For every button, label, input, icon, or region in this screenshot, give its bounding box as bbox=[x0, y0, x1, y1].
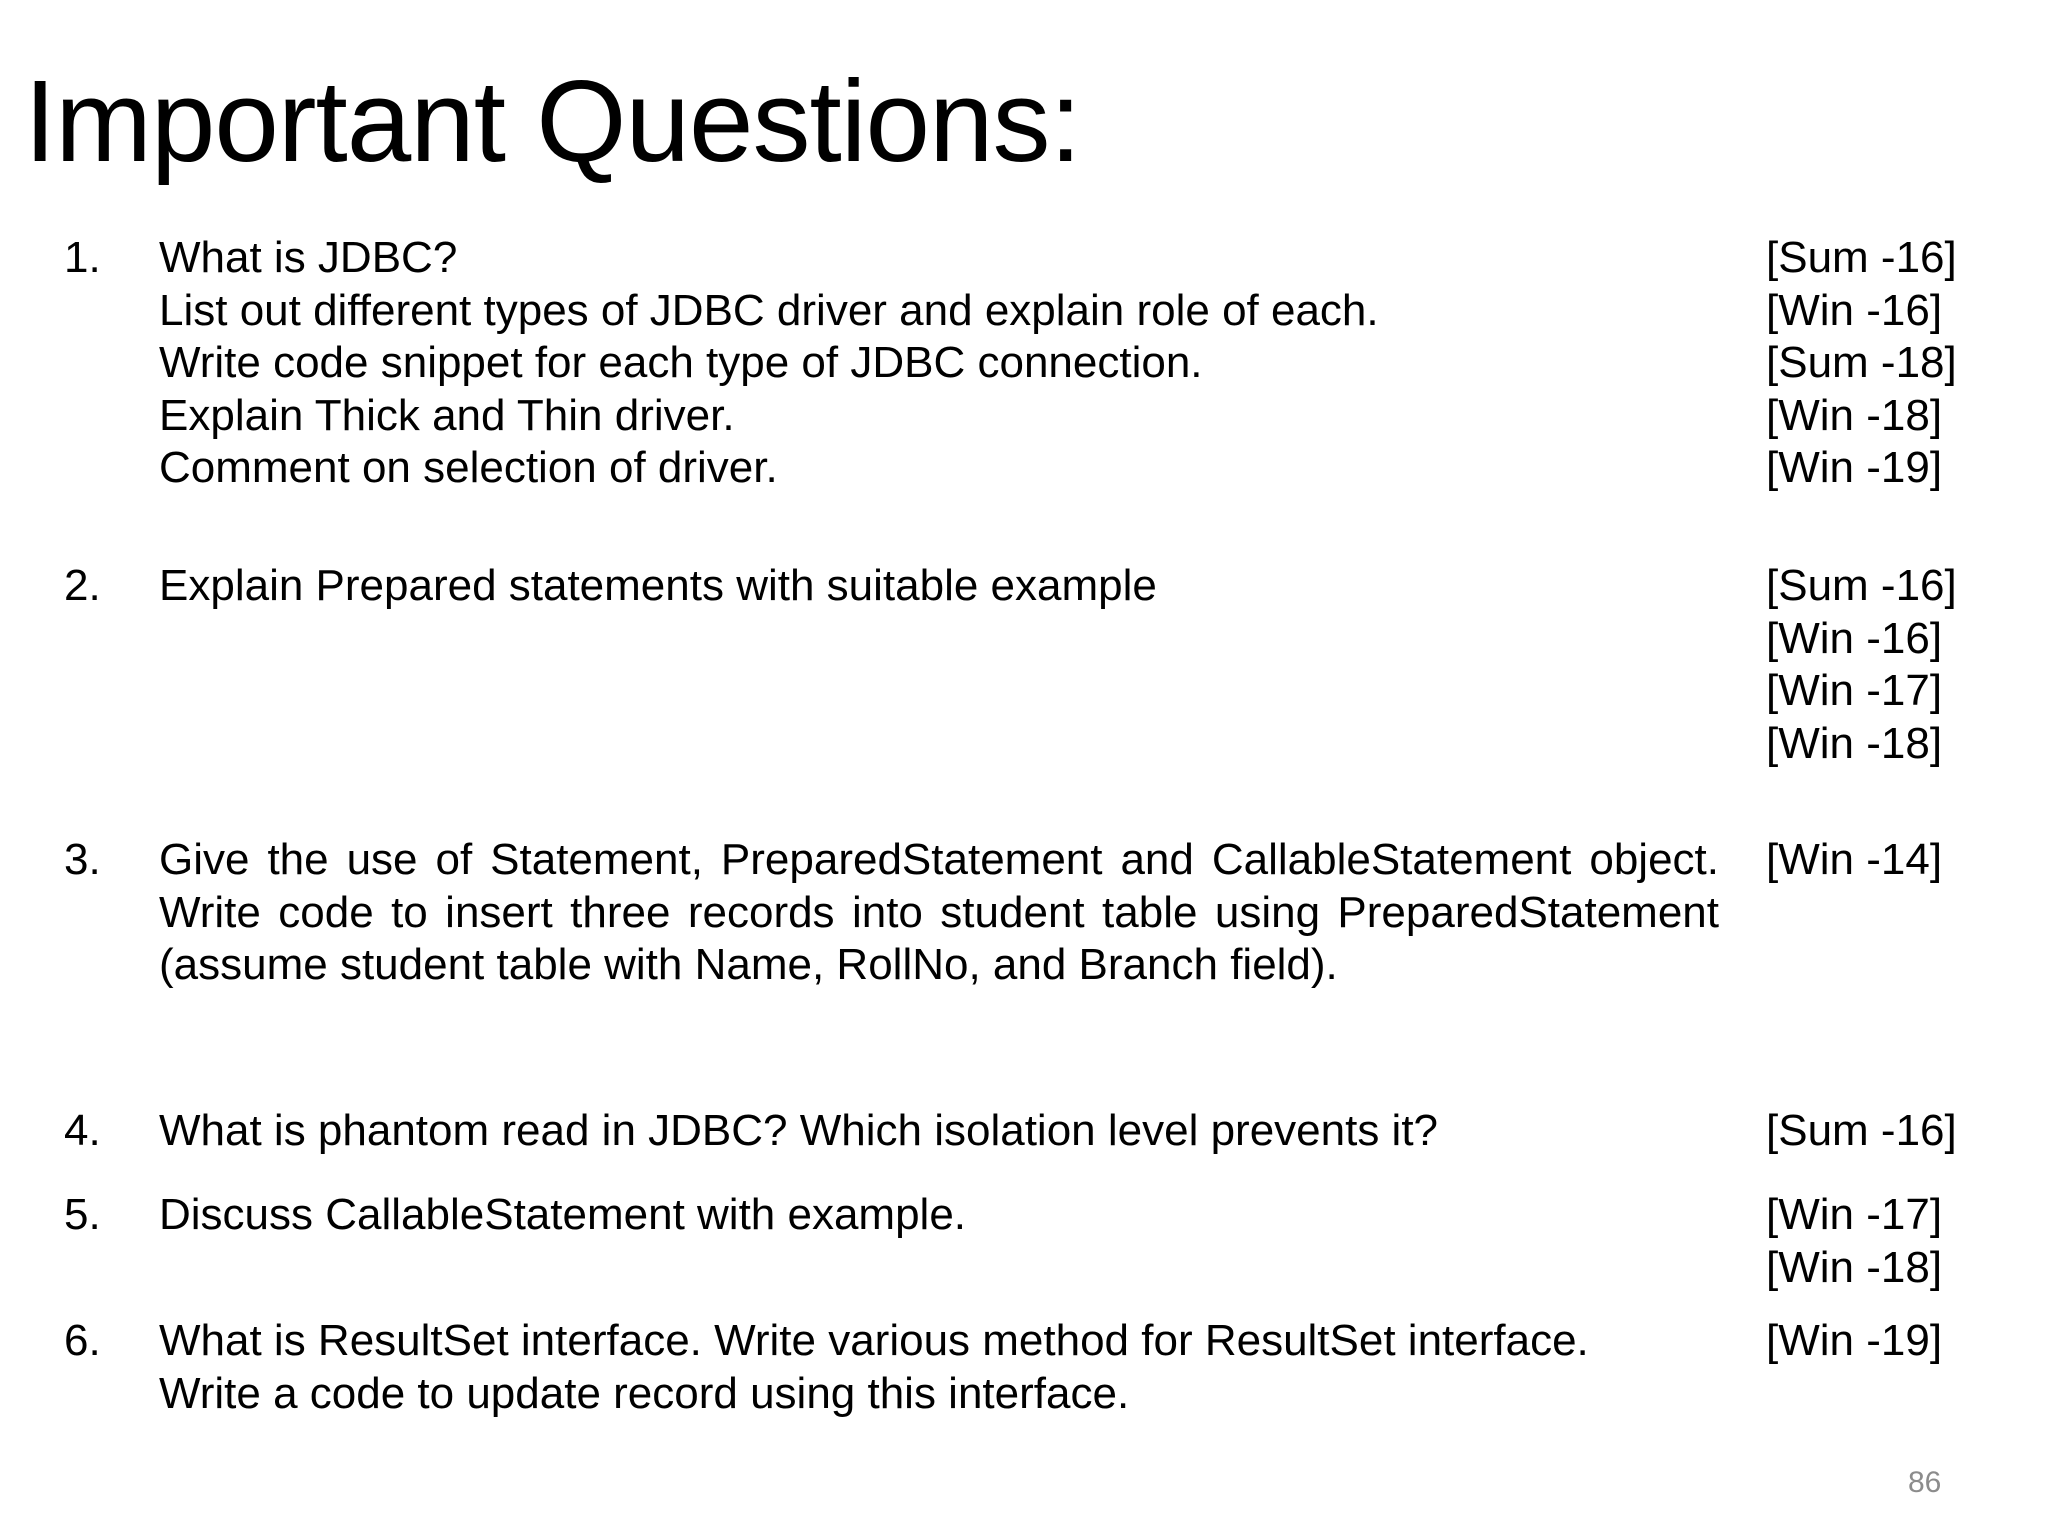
question-line: What is JDBC? bbox=[159, 233, 458, 282]
exam-tags bbox=[1766, 1189, 2036, 1294]
question-line: What is ResultSet interface. Write various method for ResultSet interface. bbox=[159, 1316, 1589, 1365]
question-line: Explain Prepared statements with suitable example bbox=[159, 561, 1157, 610]
question-text bbox=[159, 1189, 1719, 1242]
exam-tag: [Win -18] bbox=[1766, 718, 1943, 768]
question-text bbox=[159, 1105, 1719, 1158]
question-number: 2. bbox=[64, 561, 101, 610]
exam-tag: [Sum -18] bbox=[1766, 338, 1957, 387]
exam-tag: [Win -17] bbox=[1766, 1190, 1943, 1239]
question-line: Write a code to update record using this interface. bbox=[159, 1368, 1130, 1418]
page-number: 86 bbox=[1908, 1466, 1942, 1499]
exam-tag: [Win -17] bbox=[1766, 666, 1943, 715]
exam-tags bbox=[1766, 560, 2036, 770]
exam-tag: [Win -16] bbox=[1766, 613, 1943, 663]
exam-tag: [Win -18] bbox=[1766, 1242, 1943, 1292]
question-line: What is phantom read in JDBC? Which isolation level prevents it? bbox=[159, 1106, 1439, 1155]
question-number: 5. bbox=[64, 1190, 101, 1239]
question-line: Write code snippet for each type of JDBC connection. bbox=[159, 338, 1203, 387]
question-number: 6. bbox=[64, 1316, 101, 1365]
exam-tags bbox=[1766, 232, 2036, 495]
exam-tags bbox=[1766, 1105, 2036, 1158]
exam-tag: [Win -18] bbox=[1766, 390, 1943, 440]
question-text bbox=[159, 1315, 1719, 1420]
question-text bbox=[159, 560, 1719, 613]
exam-tag: [Sum -16] bbox=[1766, 561, 1957, 610]
question-paragraph: Give the use of Statement, PreparedStatement and CallableStatement object. Write code to insert three records into student table using PreparedStatement (assume student table with Name, RollNo, and Branch field). bbox=[159, 835, 1719, 989]
exam-tags bbox=[1766, 1315, 2036, 1368]
exam-tags bbox=[1766, 834, 2036, 887]
exam-tag: [Win -19] bbox=[1766, 1316, 1943, 1365]
question-line: Discuss CallableStatement with example. bbox=[159, 1190, 967, 1239]
exam-tag: [Win -14] bbox=[1766, 835, 1943, 884]
question-number: 3. bbox=[64, 835, 101, 884]
exam-tag: [Win -16] bbox=[1766, 285, 1943, 335]
question-number: 1. bbox=[64, 233, 101, 282]
question-text bbox=[159, 834, 1719, 992]
slide-title: Important Questions: bbox=[24, 56, 1081, 186]
question-line: Comment on selection of driver. bbox=[159, 443, 778, 492]
question-line: Explain Thick and Thin driver. bbox=[159, 390, 735, 440]
exam-tag: [Sum -16] bbox=[1766, 1106, 1957, 1155]
question-text bbox=[159, 232, 1719, 495]
exam-tag: [Sum -16] bbox=[1766, 233, 1957, 282]
question-number: 4. bbox=[64, 1106, 101, 1155]
question-line: List out different types of JDBC driver and explain role of each. bbox=[159, 285, 1379, 335]
exam-tag: [Win -19] bbox=[1766, 443, 1943, 492]
